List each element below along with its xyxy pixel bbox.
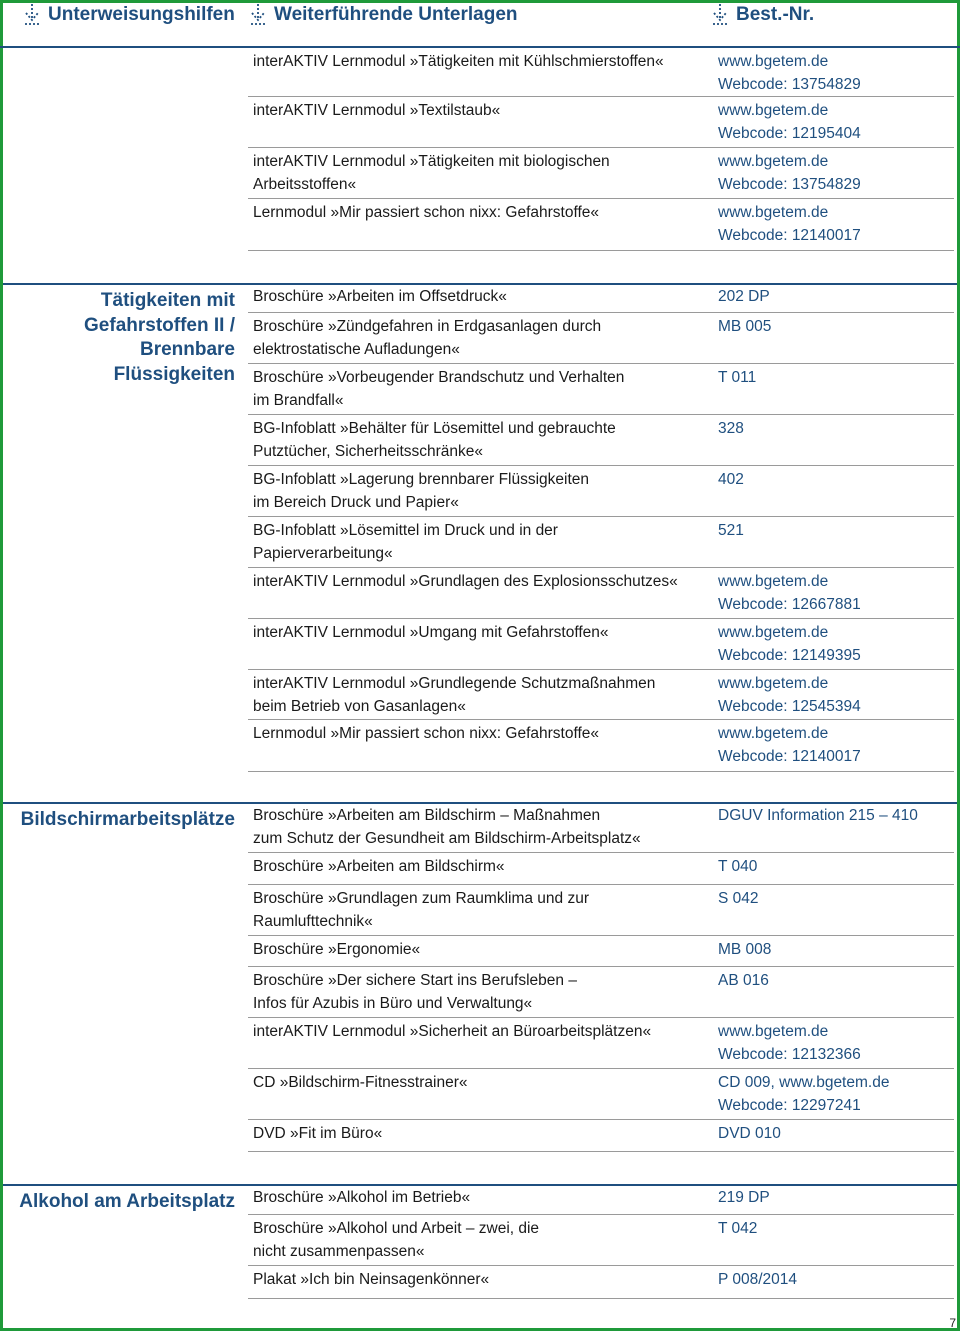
- document-title-line: elektrostatische Aufladungen«: [253, 340, 460, 358]
- table-row: [248, 48, 954, 97]
- order-number: [718, 469, 948, 492]
- document-title-line: im Bereich Druck und Papier«: [253, 493, 459, 511]
- document-title-line: Putztücher, Sicherheitsschränke«: [253, 442, 484, 460]
- order-number-line: Webcode: 12545394: [718, 697, 861, 715]
- table-row: [248, 853, 954, 885]
- document-title: [253, 1269, 703, 1292]
- order-number-line: Webcode: 12132366: [718, 1045, 861, 1063]
- order-number-line: AB 016: [718, 972, 769, 989]
- document-title-line: Infos für Azubis in Büro und Verwaltung«: [253, 994, 533, 1012]
- table-row: [248, 517, 954, 568]
- order-number-line: T 011: [718, 369, 757, 386]
- table-row: [248, 1266, 954, 1299]
- order-number: [718, 571, 948, 616]
- order-number: [718, 316, 948, 339]
- document-title-line: Broschüre »Vorbeugender Brandschutz und Verhalten: [253, 369, 625, 386]
- document-title: [253, 622, 703, 645]
- order-number: [718, 418, 948, 441]
- section-title-line: Alkohol am Arbeitsplatz: [19, 1191, 235, 1212]
- document-title-line: Lernmodul »Mir passiert schon nixx: Gefahrstoffe«: [253, 204, 600, 221]
- document-title-line: Broschüre »Zündgefahren in Erdgasanlagen durch: [253, 318, 602, 335]
- order-number: [718, 888, 948, 911]
- order-number: [718, 1218, 948, 1241]
- section-title: [6, 1190, 235, 1215]
- section: [0, 802, 960, 1184]
- section-title-line: Tätigkeiten mit: [100, 290, 235, 311]
- table-row: [248, 283, 954, 313]
- document-title-line: Broschüre »Alkohol im Betrieb«: [253, 1189, 471, 1206]
- document-title-line: interAKTIV Lernmodul »Tätigkeiten mit Kühlschmierstoffen«: [253, 53, 664, 70]
- document-title: [253, 100, 703, 123]
- table-header: [0, 0, 960, 48]
- document-title-line: BG-Infoblatt »Behälter für Lösemittel und gebrauchte: [253, 420, 616, 437]
- table-row: [248, 364, 954, 415]
- table-row: [248, 1069, 954, 1120]
- document-title-line: beim Betrieb von Gasanlagen«: [253, 697, 466, 715]
- order-number-line: Webcode: 13754829: [718, 175, 861, 193]
- order-number-line: www.bgetem.de: [718, 675, 829, 692]
- document-title: [253, 571, 703, 594]
- table-row: [248, 1120, 954, 1152]
- order-number-line: www.bgetem.de: [718, 204, 829, 221]
- order-number: [718, 367, 948, 390]
- section-title-line: Flüssigkeiten: [113, 363, 235, 385]
- section-title: [6, 808, 235, 833]
- document-title: [253, 723, 703, 746]
- document-title: [253, 1072, 703, 1095]
- section: [0, 283, 960, 802]
- order-number: [718, 970, 948, 993]
- section-title-line: Bildschirmarbeitsplätze: [20, 809, 235, 830]
- document-title-line: im Brandfall«: [253, 391, 344, 409]
- order-number: [718, 723, 948, 768]
- order-number-line: DVD 010: [718, 1125, 781, 1142]
- order-number: [718, 939, 948, 962]
- table-row: [248, 802, 954, 853]
- document-title-line: nicht zusammenpassen«: [253, 1242, 425, 1260]
- document-title-line: Broschüre »Der sichere Start ins Berufsleben –: [253, 972, 577, 989]
- order-number-line: P 008/2014: [718, 1271, 798, 1288]
- order-number-line: Webcode: 12667881: [718, 595, 861, 613]
- order-number-line: MB 008: [718, 941, 772, 958]
- document-title-line: Broschüre »Arbeiten am Bildschirm – Maßnahmen: [253, 807, 601, 824]
- document-title-line: zum Schutz der Gesundheit am Bildschirm-Arbeitsplatz«: [253, 829, 641, 847]
- order-number-line: 202 DP: [718, 288, 770, 305]
- document-title-line: interAKTIV Lernmodul »Sicherheit an Büroarbeitsplätzen«: [253, 1023, 652, 1040]
- document-title-line: Plakat »Ich bin Neinsagenkönner«: [253, 1271, 490, 1288]
- document-title: [253, 367, 703, 412]
- order-number-line: 521: [718, 522, 744, 539]
- table-row: [248, 415, 954, 466]
- document-title-line: Broschüre »Ergonomie«: [253, 941, 421, 958]
- order-number: [718, 1269, 948, 1292]
- order-number: [718, 202, 948, 247]
- document-title: [253, 856, 703, 879]
- order-number-line: www.bgetem.de: [718, 1023, 829, 1040]
- order-number: [718, 1123, 948, 1146]
- header-weiterfuehrende-unterlagen: Weiterführende Unterlagen: [248, 2, 518, 28]
- table-row: [248, 148, 954, 199]
- table-row: [248, 720, 954, 772]
- document-title: [253, 673, 703, 718]
- table-row: [248, 936, 954, 967]
- document-title: [253, 1021, 703, 1044]
- order-number-line: S 042: [718, 890, 759, 907]
- order-number-line: www.bgetem.de: [718, 53, 829, 70]
- table-row: [248, 885, 954, 936]
- order-number: [718, 1187, 948, 1210]
- anchor-icon: [248, 3, 268, 27]
- section: [0, 48, 960, 283]
- header-unterweisungshilfen: Unterweisungshilfen: [22, 2, 235, 28]
- document-title: [253, 805, 703, 850]
- order-number-line: www.bgetem.de: [718, 153, 829, 170]
- order-number-line: Webcode: 12149395: [718, 646, 861, 664]
- document-title-line: Broschüre »Arbeiten am Bildschirm«: [253, 858, 505, 875]
- order-number-line: www.bgetem.de: [718, 624, 829, 641]
- order-number: [718, 151, 948, 196]
- table-row: [248, 97, 954, 148]
- order-number-line: Webcode: 12140017: [718, 226, 861, 244]
- document-title: [253, 151, 703, 196]
- header-best-nr: Best.-Nr.: [710, 2, 814, 28]
- order-number: [718, 805, 948, 828]
- document-title-line: interAKTIV Lernmodul »Grundlagen des Explosionsschutzes«: [253, 573, 678, 590]
- order-number: [718, 1021, 948, 1066]
- table-row: [248, 967, 954, 1018]
- document-title-line: Papierverarbeitung«: [253, 544, 393, 562]
- document-title-line: interAKTIV Lernmodul »Umgang mit Gefahrstoffen«: [253, 624, 609, 641]
- anchor-icon: [22, 3, 42, 27]
- document-title: [253, 939, 703, 962]
- order-number-line: 328: [718, 420, 744, 437]
- document-title: [253, 888, 703, 933]
- document-title-line: Broschüre »Alkohol und Arbeit – zwei, die: [253, 1220, 540, 1237]
- section: [0, 1184, 960, 1331]
- order-number-line: Webcode: 12140017: [718, 747, 861, 765]
- order-number: [718, 856, 948, 879]
- document-title-line: Raumlufttechnik«: [253, 912, 373, 930]
- document-title-line: interAKTIV Lernmodul »Tätigkeiten mit biologischen: [253, 153, 610, 170]
- order-number-line: www.bgetem.de: [718, 725, 829, 742]
- section-title-line: Brennbare: [139, 339, 235, 360]
- table-row: [248, 1018, 954, 1069]
- document-title-line: Arbeitsstoffen«: [253, 175, 357, 193]
- document-title-line: Broschüre »Grundlagen zum Raumklima und zur: [253, 890, 589, 907]
- order-number: [718, 520, 948, 543]
- table-row: [248, 313, 954, 364]
- order-number-line: CD 009, www.bgetem.de: [718, 1074, 890, 1091]
- order-number: [718, 286, 948, 309]
- document-title-line: interAKTIV Lernmodul »Textilstaub«: [253, 102, 501, 119]
- order-number-line: 402: [718, 471, 744, 488]
- order-number: [718, 673, 948, 718]
- section-title-line: Gefahrstoffen II /: [84, 314, 235, 336]
- document-title: [253, 1218, 703, 1263]
- document-title: [253, 1187, 703, 1210]
- document-title: [253, 418, 703, 463]
- order-number: [718, 622, 948, 667]
- document-title-line: BG-Infoblatt »Lösemittel im Druck und in der: [253, 522, 558, 539]
- document-title-line: BG-Infoblatt »Lagerung brennbarer Flüssigkeiten: [253, 471, 590, 488]
- order-number-line: MB 005: [718, 318, 772, 335]
- order-number: [718, 51, 948, 96]
- order-number-line: T 042: [718, 1220, 758, 1237]
- document-title: [253, 51, 703, 74]
- order-number-line: 219 DP: [718, 1189, 770, 1206]
- table-row: [248, 670, 954, 720]
- document-title: [253, 1123, 703, 1146]
- document-title: [253, 970, 703, 1015]
- table-row: [248, 619, 954, 670]
- document-title: [253, 520, 703, 565]
- document-title-line: interAKTIV Lernmodul »Grundlegende Schutzmaßnahmen: [253, 675, 656, 692]
- section-title: [6, 289, 235, 387]
- order-number-line: Webcode: 12297241: [718, 1096, 861, 1114]
- table-row: [248, 1215, 954, 1266]
- order-number: [718, 100, 948, 145]
- document-title-line: CD »Bildschirm-Fitnesstrainer«: [253, 1074, 468, 1091]
- document-title: [253, 469, 703, 514]
- table-row: [248, 199, 954, 251]
- order-number-line: Webcode: 12195404: [718, 124, 861, 142]
- document-title: [253, 202, 703, 225]
- table-row: [248, 1184, 954, 1215]
- document-title: [253, 286, 703, 309]
- anchor-icon: [710, 3, 730, 27]
- order-number-line: T 040: [718, 858, 758, 875]
- order-number-line: www.bgetem.de: [718, 573, 829, 590]
- order-number: [718, 1072, 948, 1117]
- table-row: [248, 466, 954, 517]
- document-title-line: Broschüre »Arbeiten im Offsetdruck«: [253, 288, 507, 305]
- order-number-line: www.bgetem.de: [718, 102, 829, 119]
- document-title: [253, 316, 703, 361]
- page-number: 7: [949, 1316, 956, 1330]
- document-title-line: DVD »Fit im Büro«: [253, 1125, 383, 1142]
- order-number-line: Webcode: 13754829: [718, 75, 861, 93]
- document-title-line: Lernmodul »Mir passiert schon nixx: Gefahrstoffe«: [253, 725, 600, 742]
- order-number-line: DGUV Information 215 – 410: [718, 807, 918, 824]
- table-row: [248, 568, 954, 619]
